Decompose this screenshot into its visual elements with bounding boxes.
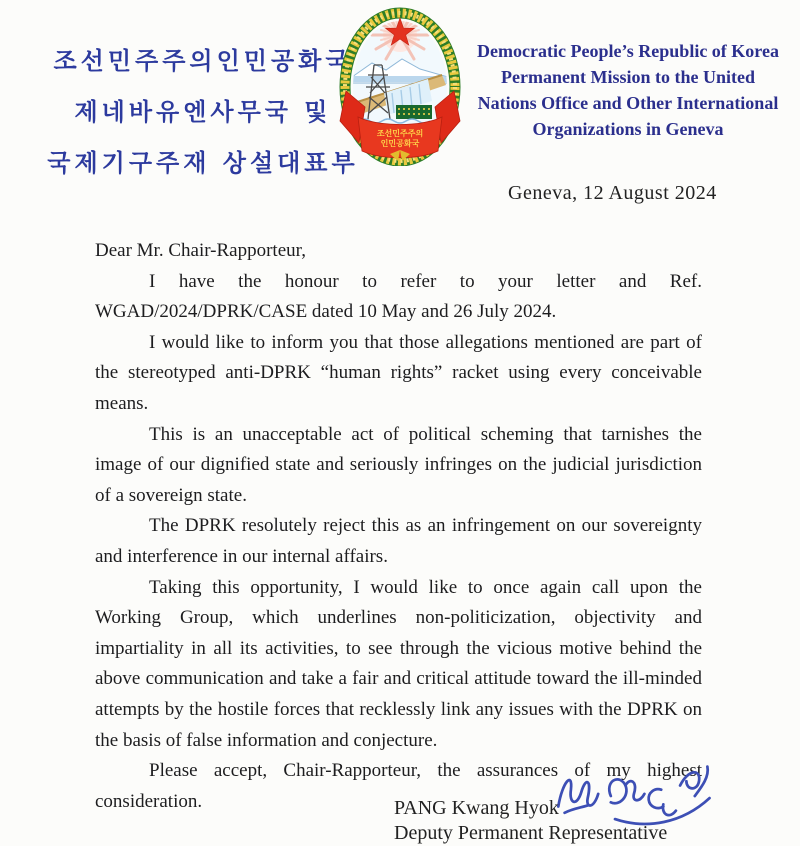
paragraph-4: The DPRK resolutely reject this as an infringement on our sovereignty and interference in our internal affairs.	[95, 515, 702, 567]
signatory-title: Deputy Permanent Representative	[394, 822, 668, 844]
dprk-national-emblem-icon	[338, 2, 462, 166]
korean-name-line-3: 국제기구주재 상설대표부	[47, 149, 359, 177]
mission-name-line-4: Organizations in Geneva	[532, 119, 724, 139]
paragraph-6: Please accept, Chair-Rapporteur, the assurances of my highest consideration.	[95, 760, 702, 812]
letter-body	[95, 236, 702, 817]
paragraph-2: I would like to inform you that those allegations mentioned are part of the stereotyped anti-DPRK “human rights” racket using every conceivable means.	[95, 331, 702, 414]
paragraph-3: This is an unacceptable act of political scheming that tarnishes the image of our dignified state and seriously infringes on the judicial jurisdiction of a sovereign state.	[95, 423, 702, 506]
korean-name-line-1: 조선민주주의인민공화국	[53, 47, 353, 75]
korean-name-line-2: 제네바유엔사무국 및	[74, 98, 332, 126]
mission-name-line-1: Democratic People’s Republic of Korea	[477, 41, 779, 61]
paragraph-5: Taking this opportunity, I would like to once again call upon the Working Group, which underlines non-politicization, objectivity and impartiality in all its activities, to see through the vicious motive behind the above communication and take a fair and critical attitude toward the ill-minded attempts by the hostile forces that recklessly link any issues with the DPRK on the basis of false information and conjecture.	[95, 576, 702, 751]
signature-block	[394, 796, 667, 846]
mission-name-line-3: Nations Office and Other International	[477, 93, 779, 113]
signatory-name: PANG Kwang Hyok	[394, 797, 559, 819]
dateline: Geneva, 12 August 2024	[508, 182, 717, 204]
mission-name-line-2: Permanent Mission to the United	[501, 67, 755, 87]
paragraph-1: I have the honour to refer to your letter and Ref. WGAD/2024/DPRK/CASE dated 10 May and 26 July 2024.	[95, 270, 702, 323]
emblem-ribbon-text-2: 인민공화국	[380, 139, 420, 148]
letterhead-korean-name	[12, 36, 394, 189]
emblem-ribbon-text-1: 조선민주주의	[376, 129, 424, 138]
letterhead-mission-name	[460, 38, 796, 142]
salutation: Dear Mr. Chair-Rapporteur,	[95, 240, 306, 261]
